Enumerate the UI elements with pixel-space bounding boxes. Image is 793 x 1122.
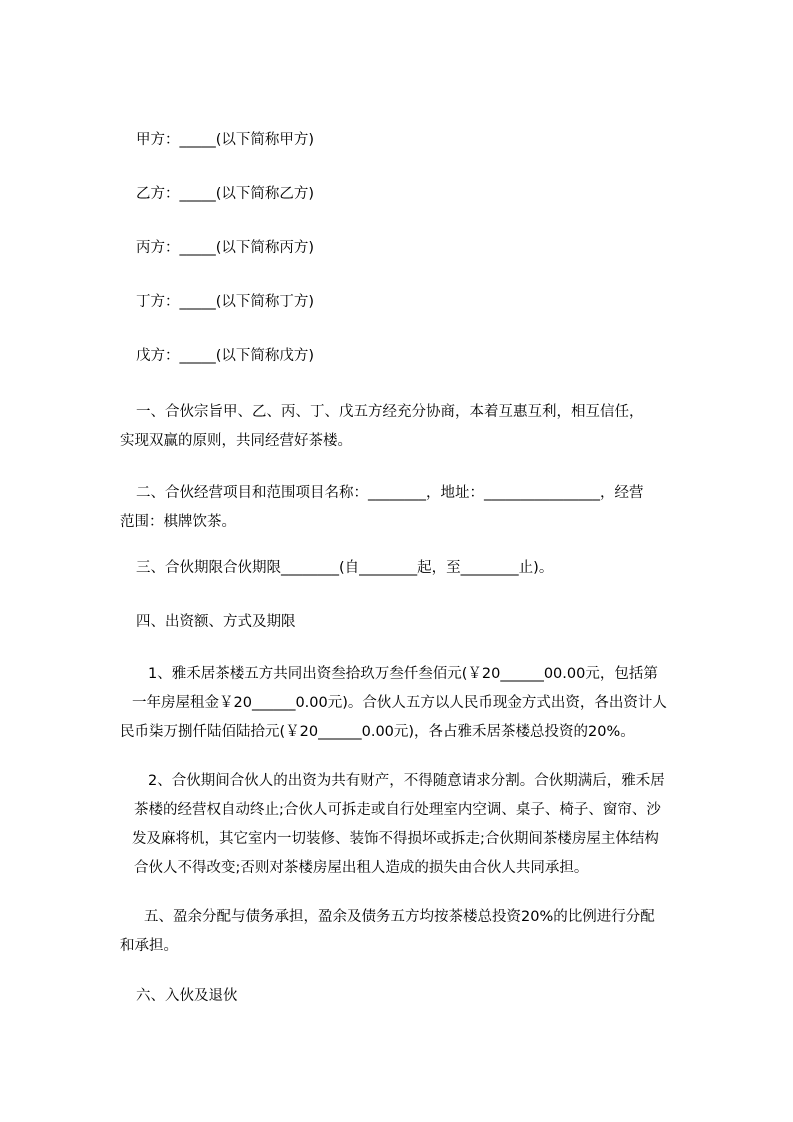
section-4-item-2 [132, 767, 665, 883]
section-4-item-1-line-3: 民币柒万捌仟陆佰陆拾元(￥20______0.00元)，各占雅禾居茶楼总投资的20%。 [120, 724, 635, 740]
section-5-line-2: 和承担。 [120, 938, 178, 954]
section-4-item-1 [120, 660, 667, 747]
section-4-item-1-line-1: 1、雅禾居茶楼五方共同出资叁拾玖万叁仟叁佰元(￥20______00.00元，包括第 [148, 666, 658, 682]
section-6-heading: 六、入伙及退伙 [136, 988, 238, 1004]
section-1-line-2: 实现双赢的原则，共同经营好茶楼。 [120, 433, 352, 449]
section-4-item-2-line-3: 发及麻将机，其它室内一切装修、装饰不得损坏或拆走;合伙期间茶楼房屋主体结构 [132, 831, 659, 847]
section-5-paragraph [120, 903, 655, 961]
section-1-line-1: 一、合伙宗旨甲、乙、丙、丁、戊五方经充分协商，本着互惠互利，相互信任， [136, 404, 644, 420]
section-4-item-1-line-2: 一年房屋租金￥20______0.00元)。合伙人五方以人民币现金方式出资，各出资计人 [132, 695, 667, 711]
section-5-line-1: 五、盈余分配与债务承担，盈余及债务五方均按茶楼总投资20%的比例进行分配 [144, 909, 655, 925]
section-2-paragraph [120, 479, 644, 537]
section-4-heading: 四、出资额、方式及期限 [136, 614, 296, 630]
section-2-line-1: 二、合伙经营项目和范围项目名称：________，地址：________________，经营 [136, 485, 644, 501]
party-c-line: 丙方：_____(以下简称丙方) [136, 240, 315, 256]
section-4-item-2-line-2: 茶楼的经营权自动终止;合伙人可拆走或自行处理室内空调、桌子、椅子、窗帘、沙 [134, 802, 661, 818]
section-4-item-2-line-1: 2、合伙期间合伙人的出资为共有财产，不得随意请求分割。合伙期满后，雅禾居 [148, 773, 665, 789]
party-d-line: 丁方：_____(以下简称丁方) [136, 294, 315, 310]
party-a-line: 甲方：_____(以下简称甲方) [136, 132, 315, 148]
section-1-paragraph [120, 398, 644, 456]
section-4-item-2-line-4: 合伙人不得改变;否则对茶楼房屋出租人造成的损失由合伙人共同承担。 [134, 860, 589, 876]
section-2-line-2: 范围：棋牌饮茶。 [120, 514, 236, 530]
section-3-line: 三、合伙期限合伙期限________(自________起，至________止)。 [136, 560, 554, 576]
party-e-line: 戊方：_____(以下简称戊方) [136, 348, 315, 364]
party-b-line: 乙方：_____(以下简称乙方) [136, 186, 315, 202]
